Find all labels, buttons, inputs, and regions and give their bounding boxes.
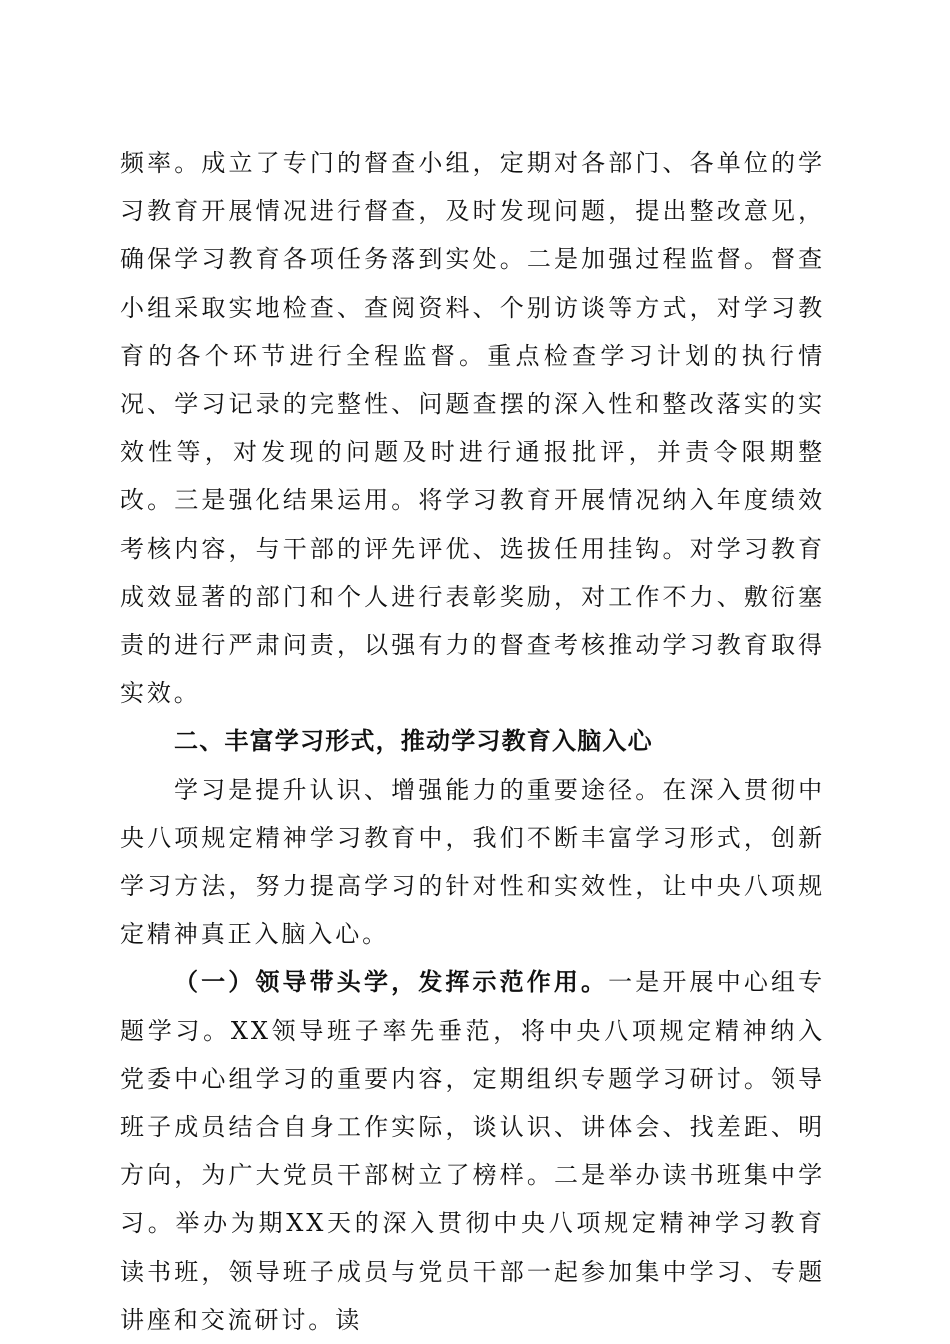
subsection-paragraph [120, 958, 825, 1344]
subsection-heading: （一）领导带头学，发挥示范作用。 [174, 967, 609, 997]
section-heading: 二、丰富学习形式，推动学习教育入脑入心 [174, 727, 653, 756]
document-page [120, 139, 825, 1344]
section-intro-paragraph: 学习是提升认识、增强能力的重要途径。在深入贯彻中央八项规定精神学习教育中，我们不断丰富学习形式，创新学习方法，努力提高学习的针对性和实效性，让中央八项规定精神真正入脑入心。 [120, 775, 825, 949]
subsection-body: 一是开展中心组专题学习。XX领导班子率先垂范，将中央八项规定精神纳入党委中心组学习的重要内容，定期组织专题学习研讨。领导班子成员结合自身工作实际，谈认识、讲体会、找差距、明方向，为广大党员干部树立了榜样。二是举办读书班集中学习。举办为期XX天的深入贯彻中央八项规定精神学习教育读书班，领导班子成员与党员干部一起参加集中学习、专题讲座和交流研讨。读 [120, 968, 825, 1334]
paragraph-continued: 频率。成立了专门的督查小组，定期对各部门、各单位的学习教育开展情况进行督查，及时发现问题，提出整改意见，确保学习教育各项任务落到实处。二是加强过程监督。督查小组采取实地检查、查阅资料、个别访谈等方式，对学习教育的各个环节进行全程监督。重点检查学习计划的执行情况、学习记录的完整性、问题查摆的深入性和整改落实的实效性等，对发现的问题及时进行通报批评，并责令限期整改。三是强化结果运用。将学习教育开展情况纳入年度绩效考核内容，与干部的评先评优、选拔任用挂钩。对学习教育成效显著的部门和个人进行表彰奖励，对工作不力、敷衍塞责的进行严肃问责，以强有力的督查考核推动学习教育取得实效。 [120, 149, 825, 708]
